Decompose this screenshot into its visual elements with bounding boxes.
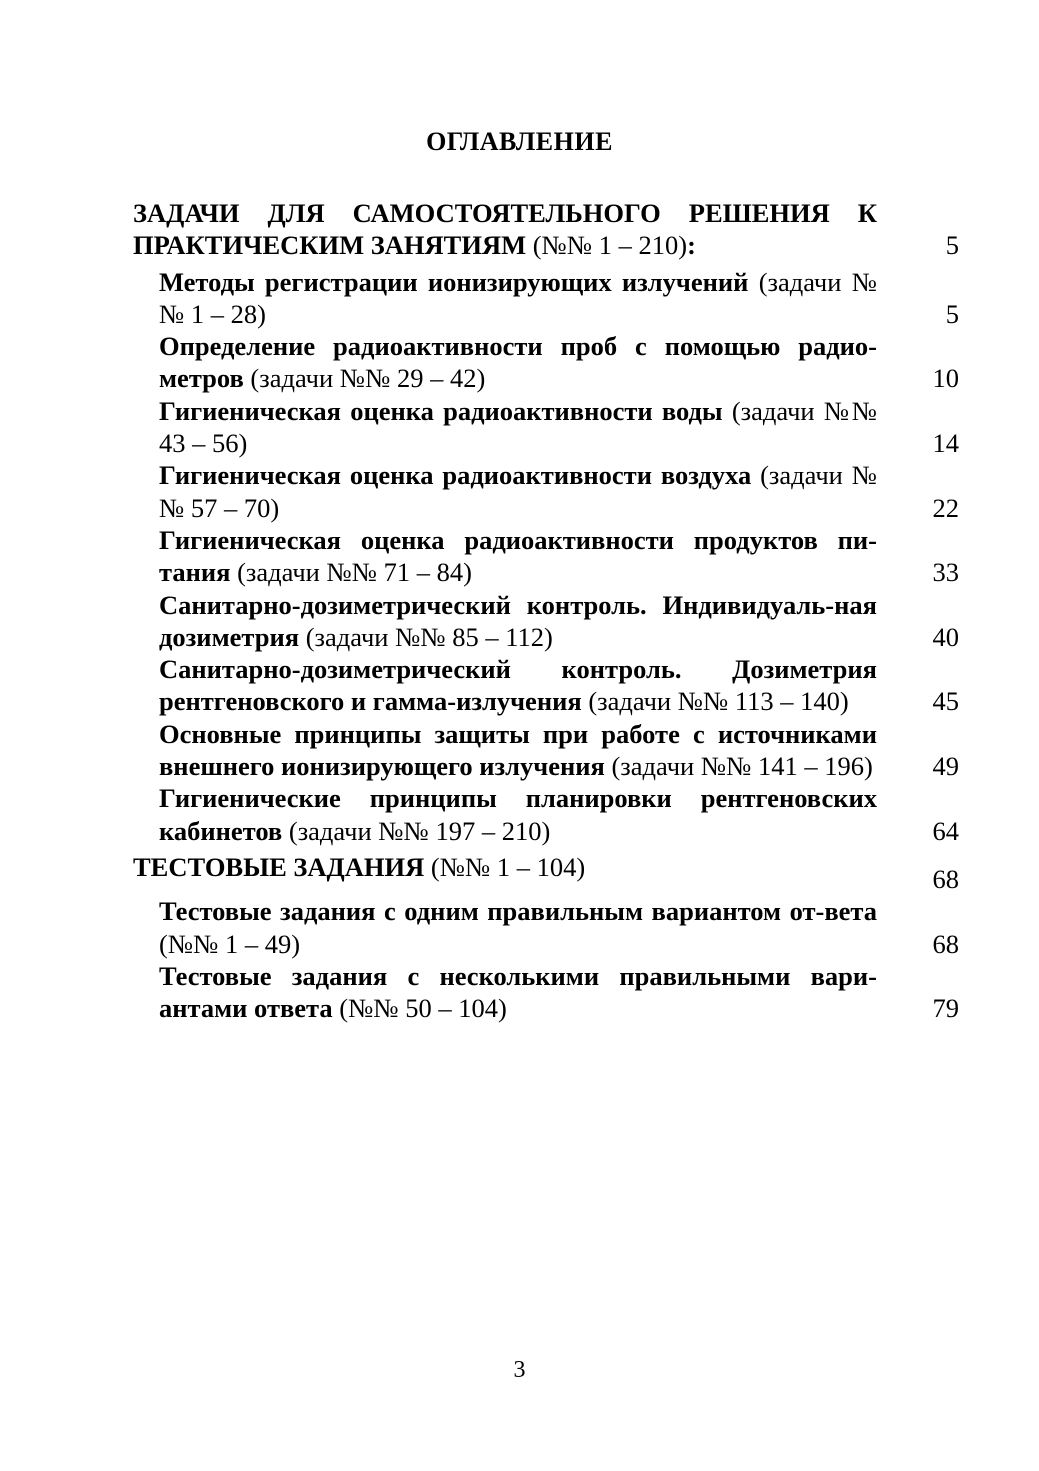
toc-entry[interactable] <box>133 395 959 460</box>
toc-entry-heading: Основные принципы защиты при работе с источниками внешнего ионизирующего излучения <box>159 718 877 782</box>
toc-entry-page-number: 49 <box>932 751 959 782</box>
toc-entry-range: (задачи №№ 85 – 112) <box>299 621 553 652</box>
toc-entry-title <box>159 459 877 524</box>
toc-entry-range: (задачи №№ 71 – 84) <box>230 557 472 588</box>
toc-entry-title <box>159 782 877 847</box>
toc-entry-heading: ТЕСТОВЫЕ ЗАДАНИЯ <box>133 851 425 882</box>
toc-entry[interactable] <box>133 895 959 960</box>
toc-entry-range: (задачи №№ 29 – 42) <box>243 363 486 394</box>
toc-entry-range: (№№ 1 – 104) <box>424 851 586 882</box>
toc-entry-range: (задачи №№ 43 – 56) <box>159 395 877 459</box>
toc-entry-heading: Гигиенические принципы планировки рентгеновских кабинетов <box>159 783 877 846</box>
toc-entry-range: (задачи №№ 57 – 70) <box>159 460 877 523</box>
toc-entry[interactable] <box>133 851 959 894</box>
toc-entry-heading: Санитарно-дозиметрический контроль. Дозиметрия рентгеновского и гамма-излучения <box>159 654 877 717</box>
toc-entry[interactable] <box>133 459 959 524</box>
toc-entry-page-number: 40 <box>932 621 959 652</box>
toc-entry[interactable] <box>133 960 959 1025</box>
toc-entry-title <box>159 524 877 589</box>
toc-entry-title <box>159 589 877 654</box>
toc-entry-page-number: 33 <box>932 557 959 588</box>
toc-entry[interactable] <box>133 653 959 718</box>
toc-entry-heading: Санитарно-дозиметрический контроль. Индивидуаль-ная дозиметрия <box>159 589 877 652</box>
toc-entry-page-number: 64 <box>932 815 959 846</box>
toc-entry-suffix: : <box>687 230 696 261</box>
toc-entry-title <box>159 653 877 718</box>
toc-entry-page-number: 68 <box>932 863 959 894</box>
toc-entry-heading: ЗАДАЧИ ДЛЯ САМОСТОЯТЕЛЬНОГО РЕШЕНИЯ К ПРАКТИЧЕСКИМ ЗАНЯТИЯМ <box>133 198 877 261</box>
toc-entry[interactable] <box>133 524 959 589</box>
toc-entry-heading: Гигиеническая оценка радиоактивности продуктов пи-тания <box>159 524 877 588</box>
toc-entry-page-number: 68 <box>932 928 959 959</box>
toc-entry-range: (задачи №№ 141 – 196) <box>604 751 873 782</box>
toc-entry-range: (задачи №№ 1 – 28) <box>159 266 877 329</box>
toc-entry-title <box>159 718 877 783</box>
toc-entry-range: (№№ 50 – 104) <box>332 993 507 1024</box>
toc-entry-page-number: 45 <box>932 686 959 717</box>
toc-entry-range: (задачи №№ 113 – 140) <box>581 686 849 717</box>
toc-entry-range: (№№ 1 – 210) <box>526 230 688 261</box>
toc-entry-page-number: 5 <box>945 230 959 261</box>
toc-entry-heading: Тестовые задания с одним правильным вариантом от-вета <box>159 896 877 927</box>
toc-entry-title <box>159 895 877 960</box>
toc-entry-page-number: 5 <box>945 298 959 329</box>
toc-entry-title <box>133 851 877 883</box>
toc-entry-heading: Методы регистрации ионизирующих излучений <box>159 266 749 297</box>
toc-entry-range: (задачи №№ 197 – 210) <box>282 815 551 846</box>
toc-entry[interactable] <box>133 589 959 654</box>
toc-entry-heading: Определение радиоактивности проб с помощью радио-метров <box>159 331 877 394</box>
toc-entry-title <box>159 395 877 460</box>
toc-entry-page-number: 79 <box>932 993 959 1024</box>
toc-entry-page-number: 22 <box>932 492 959 523</box>
toc-entry[interactable] <box>133 266 959 331</box>
toc-entry[interactable] <box>133 782 959 847</box>
table-of-contents <box>133 197 959 1024</box>
toc-entry[interactable] <box>133 197 959 262</box>
toc-entry-title <box>159 960 877 1025</box>
page-number: 3 <box>513 1357 526 1383</box>
toc-entry-title <box>133 197 877 262</box>
toc-entry[interactable] <box>133 330 959 395</box>
toc-entry-page-number: 10 <box>932 363 959 394</box>
toc-entry-range: (№№ 1 – 49) <box>159 928 301 959</box>
toc-entry-page-number: 14 <box>932 428 959 459</box>
toc-entry-title <box>159 266 877 331</box>
toc-entry-heading: Гигиеническая оценка радиоактивности воздуха <box>159 460 752 491</box>
toc-entry-heading: Гигиеническая оценка радиоактивности воды <box>159 395 723 426</box>
toc-entry[interactable] <box>133 718 959 783</box>
toc-entry-title <box>159 330 877 395</box>
toc-entry-heading: Тестовые задания с несколькими правильными вари-антами ответа <box>159 960 877 1024</box>
page-title: ОГЛАВЛЕНИЕ <box>426 127 613 156</box>
